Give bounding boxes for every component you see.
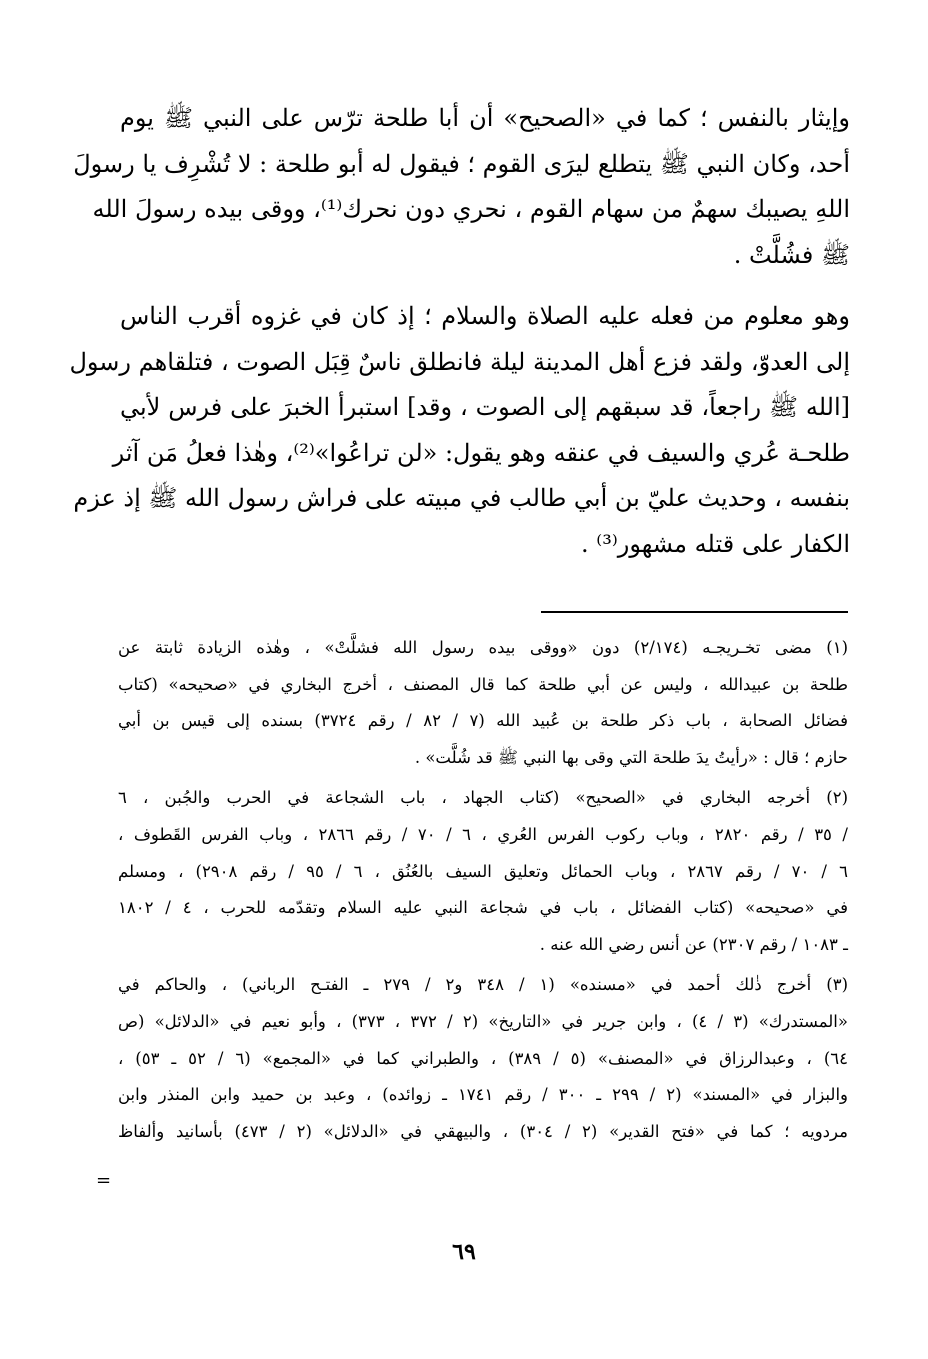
footnote-line: مردويه ؛ كما في «فتح القدير» (٢ / ٣٠٤) ، والبيهقي في «الدلائل» (٢ / ٤٧٣) بأسانيد وألفاظ: [118, 1121, 848, 1141]
page-number: ٦٩: [452, 1239, 476, 1265]
text-line: إلى العدوّ، ولقد فزع أهل المدينة ليلة فانطلق ناسٌ قِبَل الصوت ، فتلقاهم رسول: [69, 347, 850, 376]
footnote-line: «المستدرك» (٣ / ٤) ، وابن جرير في «التاريخ» (٢ / ٣٧٢ ، ٣٧٣) ، وأبو نعيم في «الدلائل» (ص: [118, 1011, 848, 1031]
footnotes: [118, 630, 848, 1150]
text-line: وهو معلوم من فعله عليه الصلاة والسلام ؛ إذ كان في غزوه أقرب الناس: [120, 302, 850, 330]
footnote-line: / ٣٥ / رقم ٢٨٢٠ ، وباب ركوب الفرس العُري ، ٦ / ٧٠ / رقم ٢٨٦٦ ، وباب الفرس القَطوف ،: [118, 824, 848, 844]
footnote-2: [118, 780, 848, 963]
main-text: [69, 96, 850, 567]
continuation-mark: =: [96, 1170, 112, 1191]
footnote-line: (٢) أخرجه البخاري في «الصحيح» (كتاب الجهاد ، باب الشجاعة في الحرب والجُبن ، ٦: [118, 788, 848, 808]
footnote-line: والبزار في «المسند» (٢ / ٢٩٩ ـ ٣٠٠ / رقم ١٧٤١ ـ زوائده) ، وعبد بن حميد وابن المنذر وابن: [118, 1085, 848, 1105]
footnote-line: (٣) أخرج ذٰلك أحمد في «مسنده» (١ / ٣٤٨ و٢ / ٢٧٩ ـ الفتـح الرباني) ، والحاكم في: [118, 975, 848, 995]
footnote-1: [118, 630, 848, 776]
text-line: أحد، وكان النبي ﷺ يتطلع ليرَى القوم ؛ فيقول له أبو طلحة : لا تُشْرِف يا رسولَ: [73, 149, 850, 178]
footnote-line: ٦٤) ، وعبدالرزاق في «المصنف» (٥ / ٣٨٩) ، والطبراني كما في «المجمع» (٦ / ٥٢ ـ ٥٣) ،: [118, 1048, 848, 1068]
footnote-line: فضائل الصحابة ، باب ذكر طلحة بن عُبيد الله (٧ / ٨٢ / رقم ٣٧٢٤) بسنده إلى قيس بن أبي: [118, 711, 848, 731]
text-line: وإيثار بالنفس ؛ كما في «الصحيح» أن أبا طلحة ترّس على النبي ﷺ يوم: [120, 104, 850, 132]
footnote-line: ٦ / ٧٠ / رقم ٢٨٦٧ ، وباب الحمائل وتعليق السيف بالعُنُق ، ٦ / ٩٥ / رقم ٢٩٠٨) ، ومسلم: [118, 861, 848, 881]
paragraph-1: [73, 96, 850, 278]
footnote-separator: [541, 611, 848, 613]
text-line: بنفسه ، وحديث عليّ بن أبي طالب في مبيته على فراش رسول الله ﷺ إذ عزم: [73, 484, 850, 512]
footnote-line: (١) مضى تخـريجـه (٢/١٧٤) دون «ووقى بيده رسول الله فشلَّتْ» ، وهٰذه الزيادة ثابتة عن: [118, 638, 848, 657]
text-line: اللهِ يصيبك سهمٌ من سهام القوم ، نحري دون نحرك⁽¹⁾، ووقى بيده رسولَ الله: [92, 195, 850, 223]
footnote-line: ـ ١٠٨٣ / رقم ٢٣٠٧) عن أنس رضي الله عنه .: [539, 934, 848, 954]
text-line: [الله ﷺ راجعاً، قد سبقهم إلى الصوت ، وقد] استبرأ الخبرَ على فرس لأبي: [120, 393, 850, 421]
footnote-line: في «صحيحه» (كتاب الفضائل ، باب في شجاعة النبي عليه السلام وتقدّمه للحرب ، ٤ / ١٨٠٢: [118, 898, 848, 918]
text-line: طلحـة عُري والسيف في عنقه وهو يقول: «لن تراعُوا»⁽²⁾، وهٰذا فعلُ مَن آثر: [112, 438, 850, 467]
footnote-line: طلحة بن عبيدالله ، وليس عن أبي طلحة كما قال المصنف ، أخرج البخاري في «صحيحه» (كتاب: [118, 674, 848, 694]
text-line: الكفار على قتله مشهور⁽³⁾ .: [581, 529, 850, 558]
footnote-line: حازم ؛ قال : «رأيتُ يدَ طلحة التي وقى بها النبي ﷺ قد شُلَّت» .: [414, 747, 848, 767]
paragraph-2: [69, 294, 850, 567]
footnote-3: [118, 967, 848, 1150]
text-line: ﷺ فشُلَّتْ .: [733, 240, 850, 269]
